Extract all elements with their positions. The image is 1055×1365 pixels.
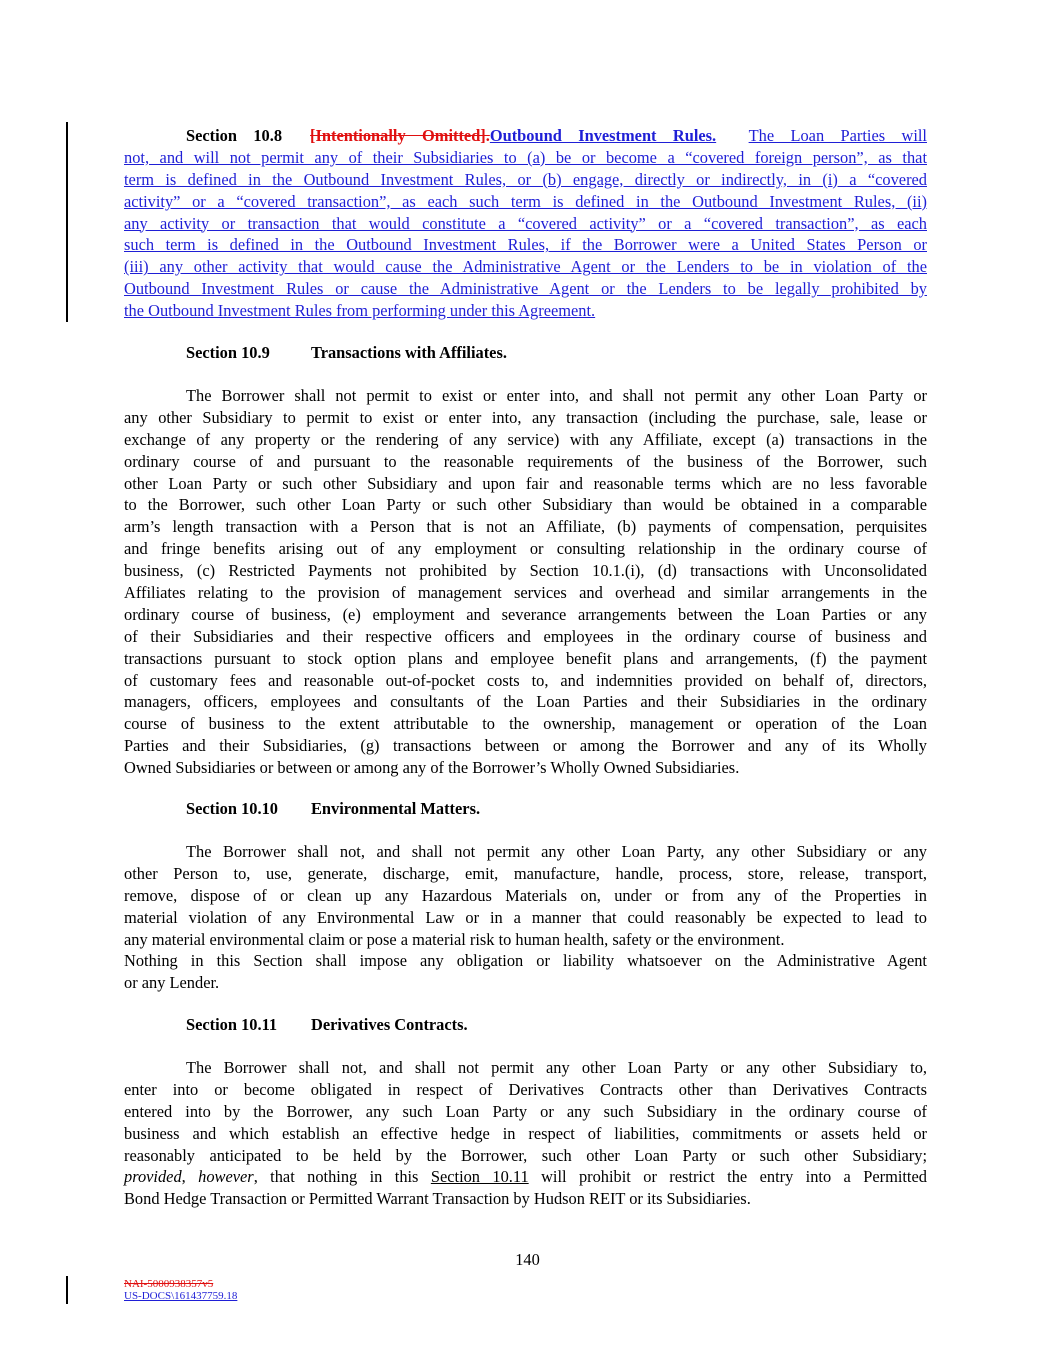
paragraph-line: material violation of any Environmental Law or in a manner that could reasonably be expected to lead to (124, 907, 927, 927)
paragraph-line: remove, dispose of or clean up any Hazardous Materials on, under or from any of the Properties in (124, 885, 927, 905)
paragraph-line: of customary fees and reasonable out-of-pocket costs to, and indemnities provided on behalf of, directors, (124, 670, 927, 690)
paragraph-line: managers, officers, employees and consultants of the Loan Parties and their Subsidiaries in the ordinary (124, 692, 927, 712)
section-10-9-body (124, 385, 927, 779)
change-bar (66, 122, 68, 322)
paragraph-line: (iii) any other activity that would cause the Administrative Agent or the Lenders to be in violation of the (124, 257, 927, 277)
proviso-word: provided (124, 1167, 182, 1187)
paragraph-line: any material environmental claim or pose a material risk to human health, safety or the environment. (124, 929, 785, 949)
section-title: Transactions with Affiliates. (311, 343, 507, 362)
page-number: 140 (515, 1250, 540, 1269)
paragraph-line: Nothing in this Section shall impose any obligation or liability whatsoever on the Administrative Agent (124, 951, 927, 971)
paragraph-line: enter into or become obligated in respect of Derivatives Contracts other than Derivatives Contracts (124, 1079, 927, 1099)
section-number: Section 10.11 (186, 1015, 278, 1034)
paragraph-line: not, and will not permit any of their Subsidiaries to (a) be or become a “covered foreign person”, as that (124, 147, 927, 167)
proviso-word: however (198, 1167, 254, 1187)
paragraph-line: any activity or transaction that would constitute a “covered activity” or a “covered transaction”, as each (124, 213, 927, 233)
proviso-comma: , (181, 1167, 186, 1187)
paragraph-line: arm’s length transaction with a Person that is not an Affiliate, (b) payments of compensation, perquisites (124, 517, 927, 537)
paragraph-line: the Outbound Investment Rules from performing under this Agreement. (124, 301, 596, 321)
section-10-8 (124, 125, 927, 322)
section-number: Section 10.10 (186, 799, 278, 818)
paragraph-line: ordinary course of and pursuant to the reasonable requirements of the business of the Borrower, such (124, 451, 927, 471)
paragraph-line: of their Subsidiaries and their respective officers and employees in the ordinary course of business and (124, 626, 927, 646)
section-title: Derivatives Contracts. (311, 1015, 468, 1034)
paragraph-line: and fringe benefits arising out of any employment or consulting relationship in the ordinary course of (124, 539, 927, 559)
paragraph-line: The Borrower shall not, and shall not permit any other Loan Party or any other Subsidiary to, (186, 1058, 927, 1077)
section-10-9-heading (186, 343, 507, 363)
paragraph-line: course of business to the extent attributable to the ownership, management or operation of the Loan (124, 714, 927, 734)
paragraph-line: ordinary course of business, (e) employment and severance arrangements between the Loan Parties or any (124, 604, 927, 624)
paragraph-line: any other Subsidiary to permit to exist or enter into, any transaction (including the purchase, sale, lease or (124, 407, 927, 427)
paragraph-line: reasonably anticipated to be held by the Borrower, such other Loan Party or such other Subsidiary; (124, 1145, 927, 1165)
paragraph-line: entered into by the Borrower, any such Loan Party or any such Subsidiary in the ordinary course of (124, 1101, 927, 1121)
section-10-10-body (124, 841, 927, 994)
paragraph-line: exchange of any property or the rendering of any service) with any Affiliate, except (a) transactions in the (124, 429, 927, 449)
deleted-doc-id: NAI-5000938357v5 (124, 1278, 214, 1290)
section-number: Section 10.8 (186, 126, 283, 145)
footer-doc-ids (124, 1278, 237, 1302)
section-title: Environmental Matters. (311, 799, 481, 818)
paragraph-line: term is defined in the Outbound Investment Rules, or (b) engage, directly or indirectly, in (i) a “covered (124, 169, 927, 189)
paragraph-line: The Borrower shall not, and shall not permit any other Loan Party, any other Subsidiary or any (186, 842, 927, 861)
paragraph-line: other Person to, use, generate, discharge, emit, manufacture, handle, process, store, release, transport, (124, 863, 927, 883)
paragraph-line: such term is defined in the Outbound Investment Rules, if the Borrower were a United States Person or (124, 235, 927, 255)
footer-change-bar (66, 1276, 68, 1304)
paragraph-line: or any Lender. (124, 973, 220, 993)
inserted-doc-id: US-DOCS\161437759.18 (124, 1290, 238, 1302)
paragraph-line: business and which establish an effective hedge in respect of liabilities, commitments or assets held or (124, 1123, 927, 1143)
paragraph-line: Owned Subsidiaries or between or among any of the Borrower’s Wholly Owned Subsidiaries. (124, 758, 740, 778)
deleted-title: [Intentionally Omitted]. (310, 126, 490, 145)
section-10-10-heading (186, 799, 480, 819)
section-10-11-heading (186, 1015, 468, 1035)
proviso-text: , that nothing in this (253, 1167, 419, 1187)
paragraph-line: The Borrower shall not permit to exist or enter into, and shall not permit any other Loan Party or (186, 386, 927, 405)
paragraph-line: activity” or a “covered transaction”, as each such term is defined in the Outbound Investment Rules, (ii) (124, 191, 927, 211)
proviso-text: will prohibit or restrict the entry into a Permitted (541, 1167, 927, 1187)
paragraph-line: Bond Hedge Transaction or Permitted Warrant Transaction by Hudson REIT or its Subsidiaries. (124, 1189, 751, 1209)
paragraph-line: Affiliates relating to the provision of management services and overhead and similar arrangements in the (124, 583, 927, 603)
section-number: Section 10.9 (186, 343, 270, 362)
paragraph-line: other Loan Party or such other Subsidiary and upon fair and reasonable terms which are no less favorable (124, 473, 927, 493)
section-10-8-first-line (124, 125, 927, 147)
paragraph-line: transactions pursuant to stock option plans and employee benefit plans and arrangements, (f) the payment (124, 648, 927, 668)
paragraph-line: The Loan Parties will (748, 126, 927, 145)
inserted-title: Outbound Investment Rules. (489, 126, 717, 145)
paragraph-line: business, (c) Restricted Payments not prohibited by Section 10.1.(i), (d) transactions with Unconsolidated (124, 561, 927, 581)
paragraph-line: Parties and their Subsidiaries, (g) transactions between or among the Borrower and any of its Wholly (124, 736, 927, 756)
section-10-11-body (124, 1057, 927, 1210)
paragraph-line: Outbound Investment Rules or cause the Administrative Agent or the Lenders to be legally prohibited by (124, 279, 927, 299)
section-cross-reference[interactable]: Section 10.11 (430, 1167, 529, 1187)
proviso-line (124, 1166, 927, 1188)
paragraph-line: to the Borrower, such other Loan Party or such other Subsidiary than would be obtained in a comparable (124, 495, 927, 515)
